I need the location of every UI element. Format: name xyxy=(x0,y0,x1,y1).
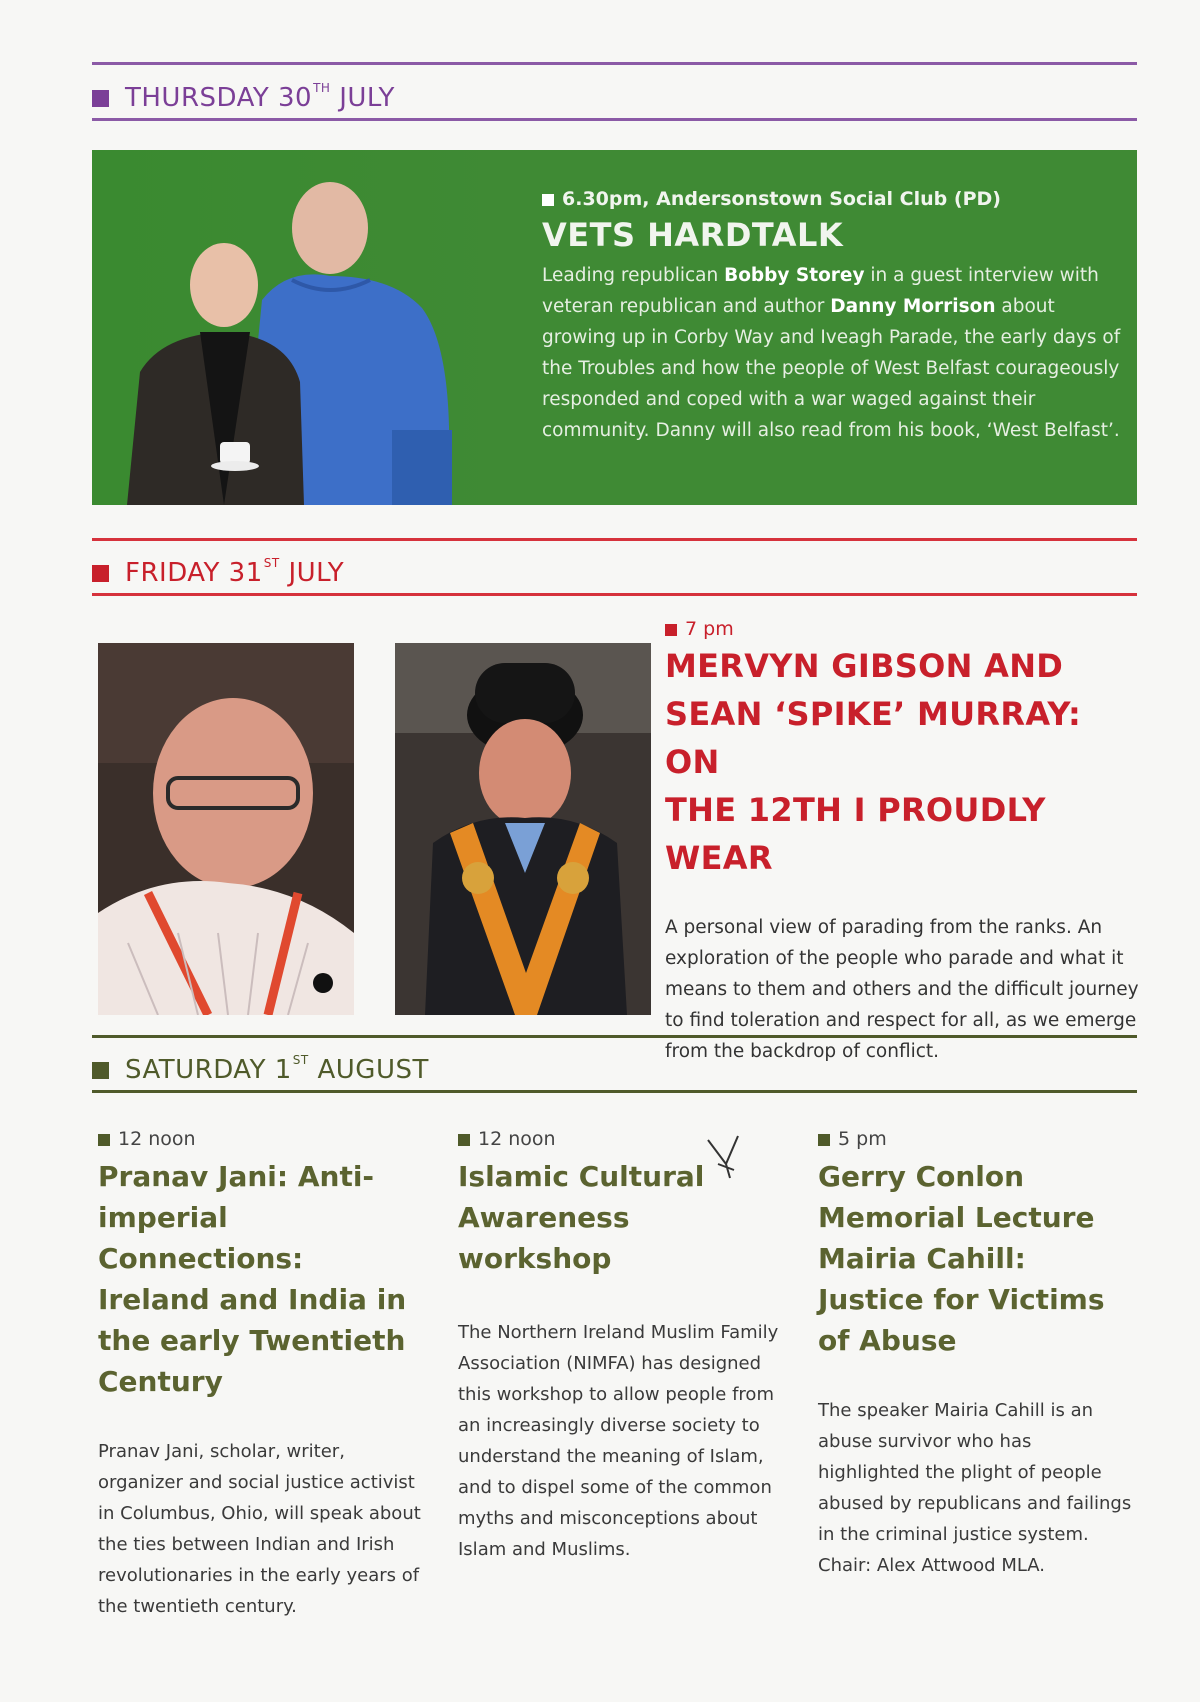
friday-event-description: A personal view of parading from the ranks. An exploration of the people who parade and what it means to them and others and the difficult journey to find toleration and respect for all, as we emerge from the backdrop of conflict. xyxy=(665,917,1139,1062)
thursday-event-time: 6.30pm, Andersonstown Social Club (PD) xyxy=(542,188,1122,210)
saturday-event-1 xyxy=(98,1128,428,1622)
saturday-event-2-description: The Northern Ireland Muslim Family Association (NIMFA) has designed this workshop to allow people from an increasingly diverse society to understand the meaning of Islam, and to dispel some of the common myths and misconceptions about Islam and Muslims. xyxy=(458,1322,779,1560)
saturday-event-3-description: The speaker Mairia Cahill is an abuse survivor who has highlighted the plight of people abused by republicans and failings in the criminal justice system. Chair: Alex Attwood MLA. xyxy=(818,1400,1132,1576)
thursday-event-panel xyxy=(92,150,1137,505)
ink-mark-icon xyxy=(704,1134,744,1182)
friday-photo-orangeman xyxy=(395,643,651,1015)
saturday-event-3-title: Gerry Conlon Memorial Lecture Mairia Cahill: Justice for Victims of Abuse xyxy=(818,1160,1105,1357)
friday-rule-top xyxy=(92,538,1137,541)
friday-rule-bottom xyxy=(92,593,1137,596)
saturday-rule-bottom xyxy=(92,1090,1137,1093)
saturday-event-1-time: 12 noon xyxy=(98,1128,428,1150)
thursday-event-text xyxy=(542,188,1122,446)
thursday-heading: THURSDAY 30TH JULY xyxy=(125,81,395,113)
saturday-event-3-time: 5 pm xyxy=(818,1128,1148,1150)
thursday-header xyxy=(92,78,1137,118)
saturday-event-2 xyxy=(458,1128,788,1565)
saturday-event-3 xyxy=(818,1128,1148,1581)
friday-square-icon xyxy=(92,565,109,582)
thursday-time-square-icon xyxy=(542,194,554,206)
friday-photo-speaker xyxy=(98,643,354,1015)
saturday-event-2-title: Islamic Cultural Awareness workshop xyxy=(458,1160,705,1275)
friday-heading: FRIDAY 31ST JULY xyxy=(125,556,345,588)
saturday-event-1-square-icon xyxy=(98,1134,110,1146)
friday-time-square-icon xyxy=(665,624,677,636)
saturday-heading: SATURDAY 1ST AUGUST xyxy=(125,1053,429,1085)
friday-event-title: MERVYN GIBSON AND SEAN ‘SPIKE’ MURRAY: ON THE 12TH I PROUDLY WEAR xyxy=(665,647,1082,877)
thursday-photo xyxy=(92,150,502,505)
thursday-event-title: VETS HARDTALK xyxy=(542,216,844,254)
friday-event-time: 7 pm xyxy=(665,618,1145,640)
saturday-event-2-square-icon xyxy=(458,1134,470,1146)
saturday-square-icon xyxy=(92,1062,109,1079)
thursday-rule-top xyxy=(92,62,1137,65)
thursday-square-icon xyxy=(92,90,109,107)
saturday-event-3-square-icon xyxy=(818,1134,830,1146)
friday-header xyxy=(92,553,1137,593)
saturday-rule-top xyxy=(92,1035,1137,1038)
friday-event-text xyxy=(665,618,1145,1067)
saturday-header xyxy=(92,1050,1137,1090)
thursday-rule-bottom xyxy=(92,118,1137,121)
saturday-event-1-description: Pranav Jani, scholar, writer, organizer and social justice activist in Columbus, Ohio, will speak about the ties between Indian and Irish revolutionaries in the early years of the twentieth century. xyxy=(98,1441,421,1617)
saturday-event-2-time: 12 noon xyxy=(458,1128,788,1150)
saturday-event-1-title: Pranav Jani: Anti-imperial Connections: Ireland and India in the early Twentieth Century xyxy=(98,1160,407,1398)
thursday-event-description: Leading republican Bobby Storey in a guest interview with veteran republican and author Danny Morrison about growing up in Corby Way and Iveagh Parade, the early days of the Troubles and how the people of West Belfast courageously responded and coped with a war waged against their community. Danny will also read from his book, ‘West Belfast’. xyxy=(542,265,1121,441)
